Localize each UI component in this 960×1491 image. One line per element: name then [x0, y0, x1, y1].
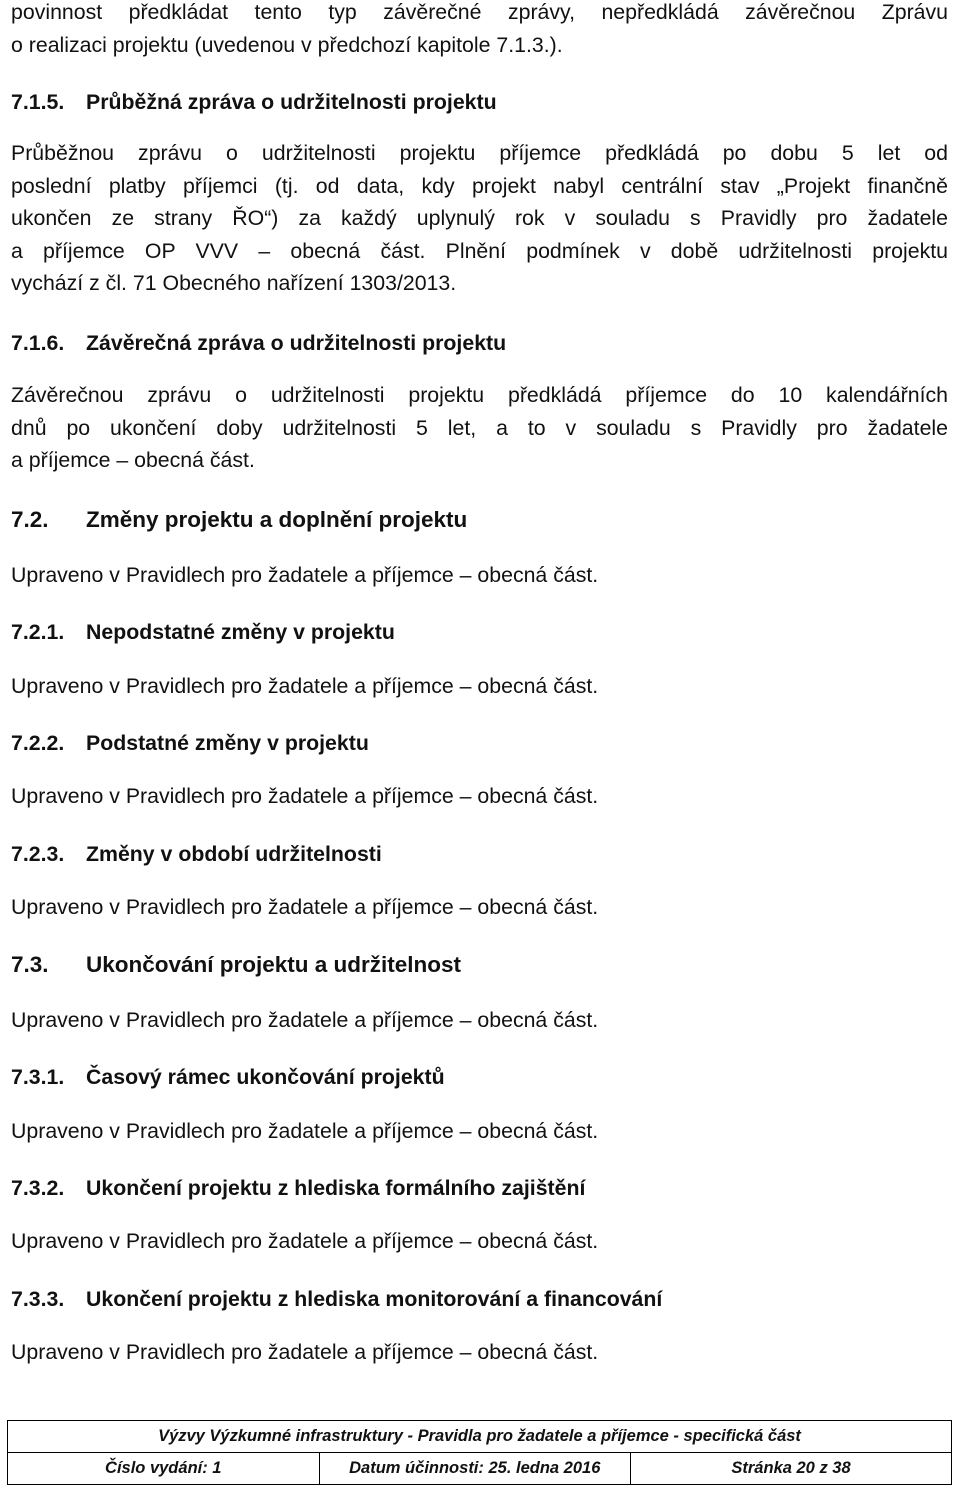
section-heading-7-3-1	[11, 1064, 948, 1090]
section-number: 7.2.2.	[11, 731, 65, 755]
section-title: Ukončení projektu z hlediska formálního zajištění	[86, 1176, 586, 1200]
section-number: 7.1.5.	[11, 90, 65, 114]
paragraph-line: poslední platby příjemci (tj. od data, kdy projekt nabyl centrální stav „Projekt finančně	[11, 173, 948, 198]
section-7-2-3-text	[11, 891, 948, 924]
paragraph-line: Upraveno v Pravidlech pro žadatele a příjemce – obecná část.	[11, 1340, 599, 1364]
section-7-2-2-text	[11, 780, 948, 813]
paragraph-line: Upraveno v Pravidlech pro žadatele a příjemce – obecná část.	[11, 784, 599, 808]
paragraph-line: vychází z čl. 71 Obecného nařízení 1303/2013.	[11, 271, 457, 295]
paragraph-line: Upraveno v Pravidlech pro žadatele a příjemce – obecná část.	[11, 563, 599, 587]
section-title: Změny projektu a doplnění projektu	[86, 507, 468, 532]
section-7-1-5-paragraph	[11, 137, 948, 300]
section-7-3-1-text	[11, 1115, 948, 1148]
section-heading-7-2	[11, 507, 948, 533]
section-heading-7-2-2	[11, 730, 948, 756]
section-number: 7.3.2.	[11, 1176, 65, 1200]
section-title: Podstatné změny v projektu	[86, 731, 369, 755]
paragraph-line: Upraveno v Pravidlech pro žadatele a příjemce – obecná část.	[11, 895, 599, 919]
section-7-2-text	[11, 559, 948, 592]
page-footer	[7, 1420, 952, 1483]
footer-issue-number: Číslo vydání: 1	[8, 1453, 320, 1485]
paragraph-line: dnů po ukončení doby udržitelnosti 5 let, a to v souladu s Pravidly pro žadatele	[11, 415, 948, 440]
intro-line-1: povinnost předkládat tento typ závěrečné zprávy, nepředkládá závěrečnou Zprávu	[11, 0, 948, 24]
paragraph-line: Upraveno v Pravidlech pro žadatele a příjemce – obecná část.	[11, 1229, 599, 1253]
footer-page-number: Stránka 20 z 38	[631, 1453, 952, 1485]
section-number: 7.3.3.	[11, 1287, 65, 1311]
paragraph-line: Upraveno v Pravidlech pro žadatele a příjemce – obecná část.	[11, 674, 599, 698]
section-title: Ukončení projektu z hlediska monitorování a financování	[86, 1287, 663, 1311]
section-heading-7-3	[11, 952, 948, 978]
section-title: Nepodstatné změny v projektu	[86, 620, 395, 644]
section-number: 7.3.1.	[11, 1065, 65, 1089]
section-number: 7.1.6.	[11, 331, 65, 355]
section-7-3-3-text	[11, 1336, 948, 1369]
section-7-1-6-paragraph	[11, 379, 948, 477]
paragraph-line: Upraveno v Pravidlech pro žadatele a příjemce – obecná část.	[11, 1008, 599, 1032]
section-heading-7-2-1	[11, 619, 948, 645]
paragraph-line: Upraveno v Pravidlech pro žadatele a příjemce – obecná část.	[11, 1119, 599, 1143]
section-heading-7-2-3	[11, 841, 948, 867]
section-heading-7-1-5	[11, 89, 948, 115]
footer-effective-date: Datum účinnosti: 25. ledna 2016	[319, 1453, 631, 1485]
section-title: Změny v období udržitelnosti	[86, 842, 382, 866]
paragraph-line: a příjemce – obecná část.	[11, 448, 255, 472]
section-number: 7.2.	[11, 507, 49, 532]
section-title: Ukončování projektu a udržitelnost	[86, 952, 462, 977]
section-heading-7-3-2	[11, 1175, 948, 1201]
section-heading-7-1-6	[11, 330, 948, 356]
intro-line-2: o realizaci projektu (uvedenou v předchozí kapitole 7.1.3.).	[11, 32, 563, 57]
section-title: Průběžná zpráva o udržitelnosti projektu	[86, 90, 497, 114]
section-7-3-2-text	[11, 1225, 948, 1258]
paragraph-line: a příjemce OP VVV – obecná část. Plnění podmínek v době udržitelnosti projektu	[11, 238, 948, 263]
section-number: 7.3.	[11, 952, 49, 977]
paragraph-line: Průběžnou zprávu o udržitelnosti projektu příjemce předkládá po dobu 5 let od	[11, 141, 948, 165]
footer-document-title: Výzvy Výzkumné infrastruktury - Pravidla pro žadatele a příjemce - specifická část	[8, 1421, 952, 1453]
section-7-2-1-text	[11, 670, 948, 703]
section-7-3-text	[11, 1004, 948, 1037]
intro-paragraph	[11, 0, 948, 61]
section-number: 7.2.1.	[11, 620, 65, 644]
footer-table	[7, 1420, 952, 1485]
section-title: Časový rámec ukončování projektů	[86, 1065, 445, 1089]
section-title: Závěrečná zpráva o udržitelnosti projektu	[86, 331, 507, 355]
paragraph-line: Závěrečnou zprávu o udržitelnosti projektu předkládá příjemce do 10 kalendářních	[11, 383, 948, 407]
section-number: 7.2.3.	[11, 842, 65, 866]
paragraph-line: ukončen ze strany ŘO“) za každý uplynulý rok v souladu s Pravidly pro žadatele	[11, 206, 948, 230]
section-heading-7-3-3	[11, 1286, 948, 1312]
